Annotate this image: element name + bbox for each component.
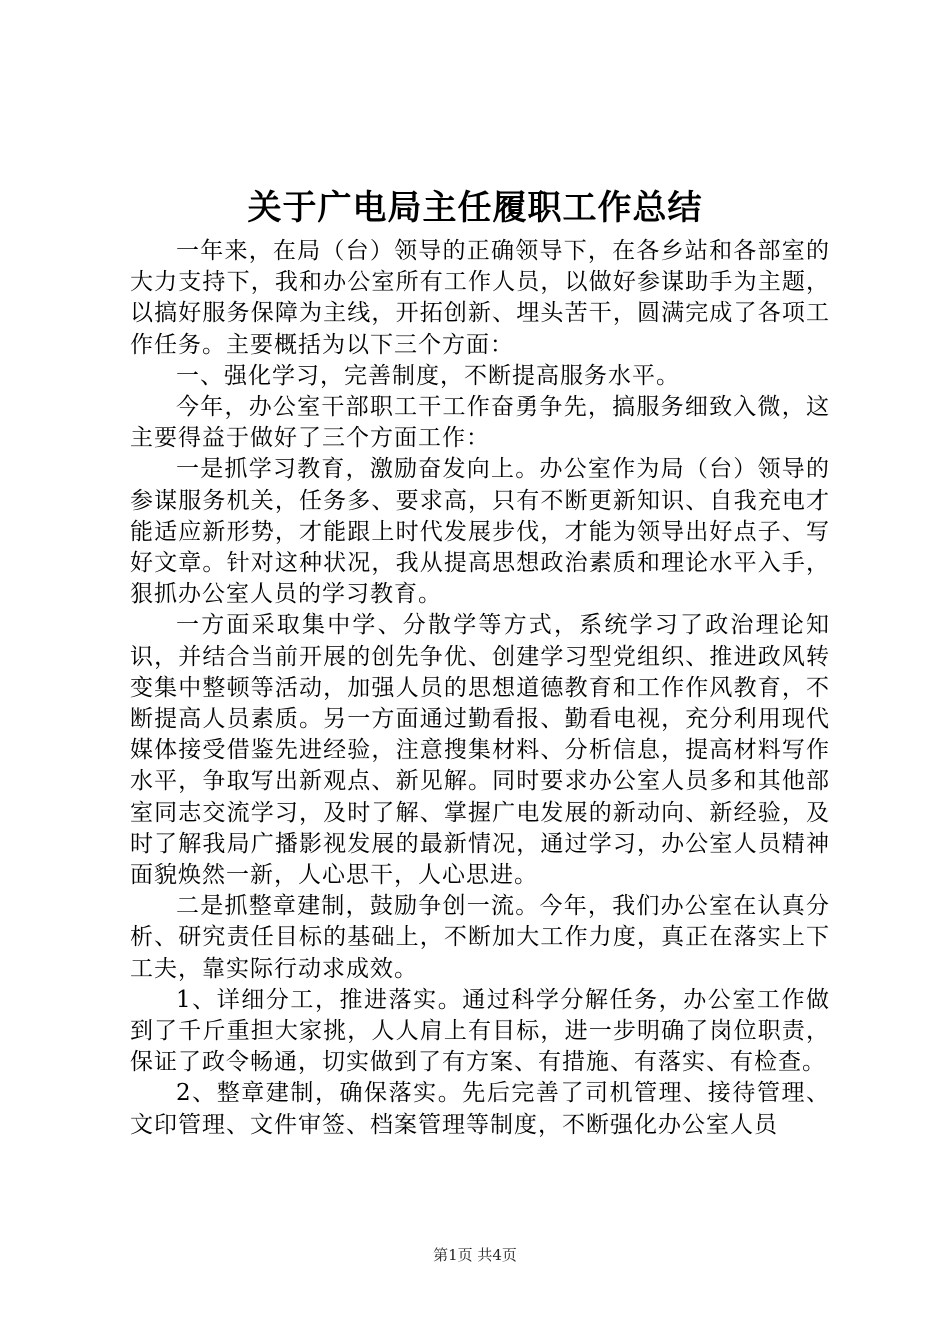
document-title: 关于广电局主任履职工作总结 [247, 188, 703, 228]
paragraph-section-heading: 一、强化学习，完善制度，不断提高服务水平。 [176, 362, 680, 389]
paragraph: 一方面采取集中学、分散学等方式，系统学习了政治理论知识，并结合当前开展的创先争优、创建学习型党组织、推进政风转变集中整顿等活动，加强人员的思想道德教育和工作作风教育，不断提高人员素质。另一方面通过勤看报、勤看电视，充分利用现代媒体接受借鉴先进经验，注意搜集材料、分析信息，提高材料写作水平，争取写出新观点、新见解。同时要求办公室人员多和其他部室同志交流学习，及时了解、掌握广电发展的新动向、新经验，及时了解我局广播影视发展的最新情况，通过学习，办公室人员精神面貌焕然一新，人心思干，人心思进。 [130, 612, 830, 889]
document-body [130, 236, 830, 1141]
paragraph: 2、整章建制，确保落实。先后完善了司机管理、接待管理、文印管理、文件审签、档案管理等制度，不断强化办公室人员 [130, 1080, 830, 1138]
paragraph: 今年，办公室干部职工干工作奋勇争先，搞服务细致入微，这主要得益于做好了三个方面工作： [130, 394, 830, 452]
paragraph: 一是抓学习教育，激励奋发向上。办公室作为局（台）领导的参谋服务机关，任务多、要求高，只有不断更新知识、自我充电才能适应新形势，才能跟上时代发展步伐，才能为领导出好点子、写好文章。针对这种状况，我从提高思想政治素质和理论水平入手，狠抓办公室人员的学习教育。 [130, 456, 830, 608]
paragraph-intro: 一年来，在局（台）领导的正确领导下，在各乡站和各部室的大力支持下，我和办公室所有工作人员，以做好参谋助手为主题，以搞好服务保障为主线，开拓创新、埋头苦干，圆满完成了各项工作任务。主要概括为以下三个方面： [130, 238, 830, 358]
paragraph: 二是抓整章建制，鼓励争创一流。今年，我们办公室在认真分析、研究责任目标的基础上，不断加大工作力度，真正在落实上下工夫，靠实际行动求成效。 [130, 893, 830, 982]
paragraph: 1、详细分工，推进落实。通过科学分解任务，办公室工作做到了千斤重担大家挑，人人肩上有目标，进一步明确了岗位职责，保证了政令畅通，切实做到了有方案、有措施、有落实、有检查。 [130, 986, 830, 1076]
page-footer: 第1页 共4页 [433, 1246, 517, 1264]
